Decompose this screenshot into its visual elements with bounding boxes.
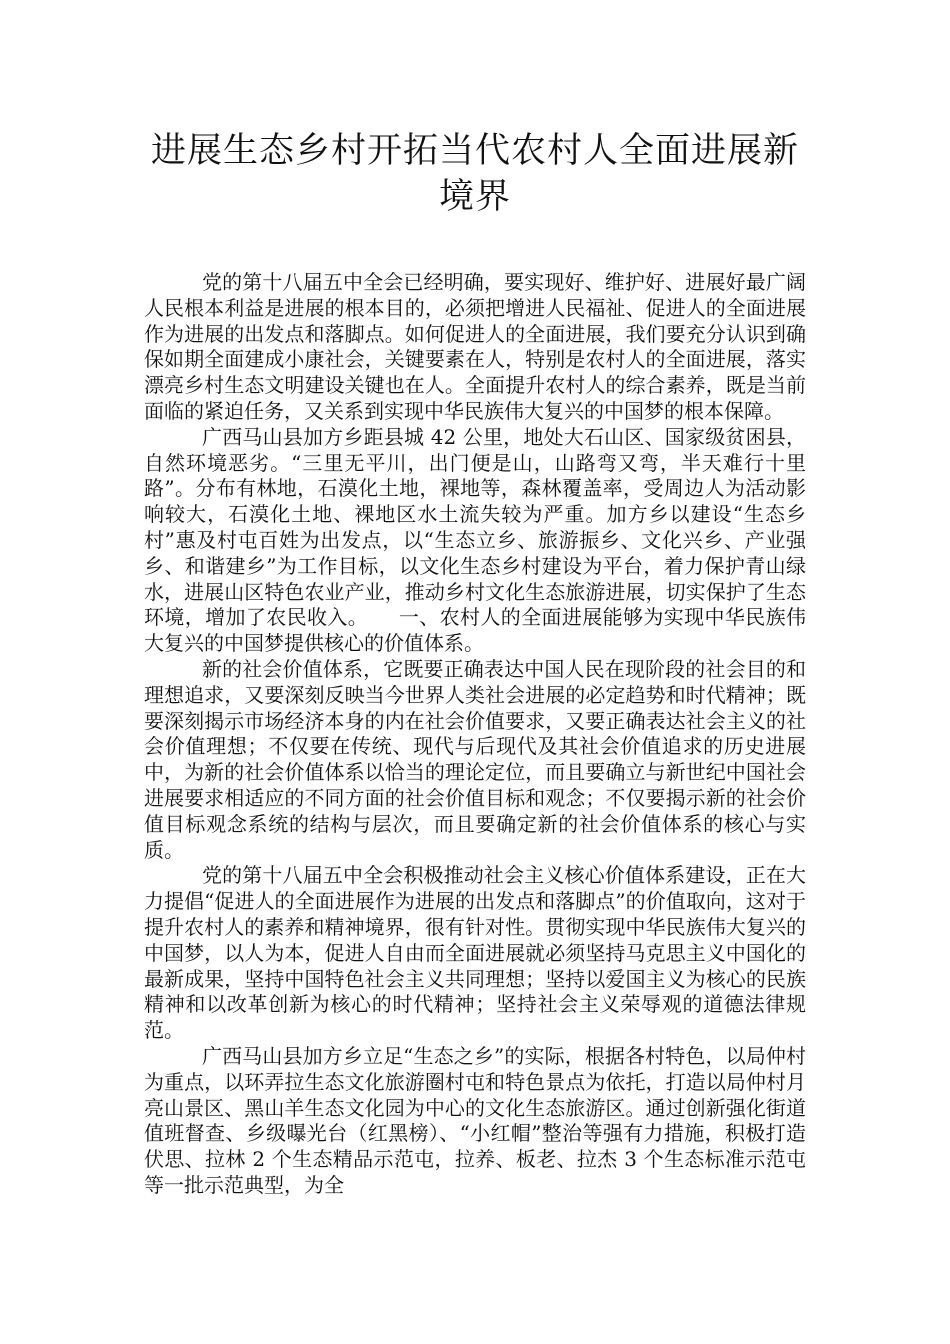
document-title <box>140 128 810 220</box>
title-line-1: 进展生态乡村开拓当代农村人全面进展新 <box>150 131 799 171</box>
paragraph-4: 党的第十八届五中全会积极推动社会主义核心价值体系建设，正在大力提倡“促进人的全面进展作为进展的出发点和落脚点”的价值取向，这对于提升农村人的素养和精神境界，很有针对性。贯彻实现中华民族伟大复兴的中国梦，以人为本，促进人自由而全面进展就必须坚持马克思主义中国化的最新成果，坚持中国特色社会主义共同理想；坚持以爱国主义为核心的民族精神和以改革创新为核心的时代精神；坚持社会主义荣辱观的道德法律规范。 <box>144 863 806 1043</box>
paragraph-5: 广西马山县加方乡立足“生态之乡”的实际，根据各村特色，以局仲村为重点，以环弄拉生态文化旅游圈村屯和特色景点为依托，打造以局仲村月亮山景区、黑山羊生态文化园为中心的文化生态旅游区。通过创新强化街道值班督查、乡级曝光台（红黑榜）、“小红帽”整治等强有力措施，积极打造伏思、拉林 2 个生态精品示范屯，拉养、板老、拉杰 3 个生态标准示范屯等一批示范典型，为全 <box>144 1043 806 1197</box>
paragraph-2: 广西马山县加方乡距县城 42 公里，地处大石山区、国家级贫困县，自然环境恶劣。“三里无平川，出门便是山，山路弯又弯，半天难行十里路”。分布有林地，石漠化土地，裸地等，森林覆盖率，受周边人为活动影响较大，石漠化土地、裸地区水土流失较为严重。加方乡以建设“生态乡村”惠及村屯百姓为出发点，以“生态立乡、旅游振乡、文化兴乡、产业强乡、和谐建乡”为工作目标，以文化生态乡村建设为平台，着力保护青山绿水，进展山区特色农业产业，推动乡村文化生态旅游进展，切实保护了生态环境，增加了农民收入。 一、农村人的全面进展能够为实现中华民族伟大复兴的中国梦提供核心的价值体系。 <box>144 424 806 656</box>
title-line-2: 境界 <box>438 177 511 217</box>
document-body <box>144 270 806 1199</box>
paragraph-1: 党的第十八届五中全会已经明确，要实现好、维护好、进展好最广阔人民根本利益是进展的根本目的，必须把增进人民福祉、促进人的全面进展作为进展的出发点和落脚点。如何促进人的全面进展，我们要充分认识到确保如期全面建成小康社会，关键要素在人，特别是农村人的全面进展，落实漂亮乡村生态文明建设关键也在人。全面提升农村人的综合素养，既是当前面临的紧迫任务，又关系到实现中华民族伟大复兴的中国梦的根本保障。 <box>144 270 806 423</box>
paragraph-3: 新的社会价值体系，它既要正确表达中国人民在现阶段的社会目的和理想追求，又要深刻反映当今世界人类社会进展的必定趋势和时代精神；既要深刻揭示市场经济本身的内在社会价值要求，又要正确表达社会主义的社会价值理想；不仅要在传统、现代与后现代及其社会价值追求的历史进展中，为新的社会价值体系以恰当的理论定位，而且要确立与新世纪中国社会进展要求相适应的不同方面的社会价值目标和观念；不仅要揭示新的社会价值目标观念系统的结构与层次，而且要确定新的社会价值体系的核心与实质。 <box>144 656 806 862</box>
